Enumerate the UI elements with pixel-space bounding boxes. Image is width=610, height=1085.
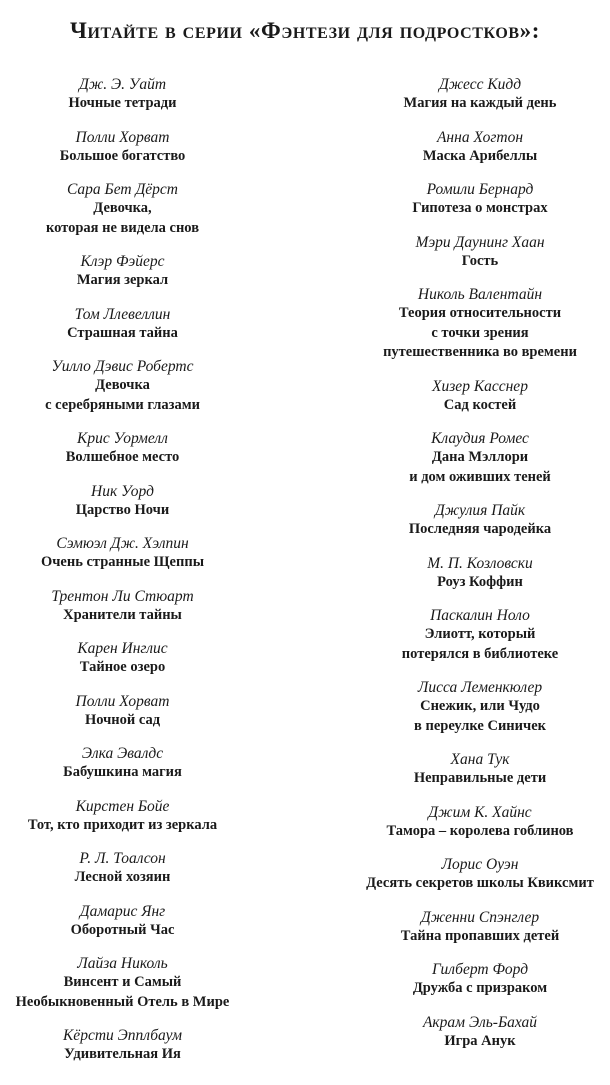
book-author: Трентон Ли Стюарт [51,587,194,605]
book-title-line: Страшная тайна [67,324,178,341]
book-entry [0,692,245,731]
book-author: Кёрсти Эпплбаум [63,1027,182,1044]
book-author: Полли Хорват [75,692,170,710]
book-entry [0,639,245,678]
book-entry [350,180,610,219]
book-title-line: Роуз Коффин [437,573,523,590]
book-entry [350,908,610,947]
book-entry [0,587,245,626]
book-title-line: Снежик, или Чудо [420,698,540,714]
book-title-line: Маска Арибеллы [422,147,538,164]
book-entry [350,128,610,167]
book-author: Сэмюэл Дж. Хэлпин [56,535,189,552]
book-author: Мэри Даунинг Хаан [415,233,545,251]
book-title-line: Теория относительности [398,305,562,321]
book-entry [0,357,245,415]
book-entry [350,75,610,114]
book-title-line: Волшебное место [65,449,180,465]
book-entry [0,849,245,888]
book-entry [0,75,245,114]
book-entry [350,750,610,789]
book-title-line: Магия на каждый день [403,95,557,111]
book-title-line: Лесной хозяин [74,869,171,885]
book-title-line: Последняя чародейка [408,521,552,537]
book-author: Полли Хорват [75,128,170,146]
book-title-line: Необыкновенный Отель в Мире [15,993,230,1010]
book-title-line: Оборотный Час [70,921,175,938]
book-author: Джулия Пайк [434,502,526,519]
book-author: Ник Уорд [91,482,154,500]
book-entry [350,960,610,999]
book-entry [350,803,610,842]
book-title-line: Девочка [95,377,150,393]
book-entry [0,797,245,836]
book-title-line: Хранители тайны [63,606,182,623]
book-author: Элка Эвалдс [81,745,164,762]
book-title-line: Винсент и Самый [63,974,182,990]
book-title-line: и дом оживших теней [409,468,551,485]
book-author: М. П. Козловски [427,554,533,572]
book-title-line: Тайна пропавших детей [400,927,560,944]
book-author: Паскалин Ноло [430,607,530,624]
page-title: Читайте в серии «Фэнтези для подростков»: [69,18,541,44]
book-author: Хана Тук [450,751,510,768]
book-author: Гилберт Форд [431,961,529,978]
book-entry [350,285,610,363]
book-entry [0,482,245,521]
book-entry [0,954,245,1012]
book-title-line: Дружба с призраком [412,980,548,996]
book-title-line: Ночной сад [84,711,161,728]
book-entry [350,855,610,894]
book-entry [0,902,245,941]
book-title-line: Очень странные Щеппы [40,554,205,570]
book-author: Карен Инглис [77,640,168,657]
book-entry [350,429,610,487]
book-entry [0,429,245,468]
book-title-line: путешественника во времени [383,344,577,360]
book-author: Лорис Оуэн [441,856,519,873]
book-author: Джесс Кидд [438,76,522,93]
book-title-line: Элиотт, который [424,626,536,642]
book-entry [0,305,245,344]
book-title-line: Бабушкина магия [63,764,182,780]
book-title-line: с точки зрения [431,324,529,341]
book-title-line: которая не видела снов [45,219,200,236]
book-author: Дж. Э. Уайт [78,76,167,93]
book-title-line: Дана Мэллори [431,449,529,465]
book-author: Анна Хогтон [436,128,524,146]
book-author: Лайза Николь [77,955,168,972]
book-entry [0,534,245,573]
book-entry [350,233,610,272]
book-title-line: Магия зеркал [76,272,169,288]
book-entry [350,554,610,593]
book-title-line: Ночные тетради [68,95,177,111]
book-entry [0,744,245,783]
book-entry [0,1026,245,1065]
book-author: Клэр Фэйерс [80,253,165,270]
book-title-line: Большое богатство [59,147,186,164]
book-author: Дженни Спэнглер [420,908,540,926]
book-author: Дамарис Янг [79,902,166,920]
right-book-column [350,75,610,1065]
book-title-line: Тайное озеро [79,659,166,675]
book-title-line: Царство Ночи [75,501,170,518]
book-author: Уилло Дэвис Робертс [51,358,194,375]
book-entry [0,128,245,167]
book-title-line: Гипотеза о монстрах [412,200,548,216]
book-title-line: Неправильные дети [413,770,547,786]
book-entry [350,606,610,664]
book-title-line: Тамора – королева гоблинов [386,822,574,839]
book-author: Крис Уормелл [77,430,168,447]
book-title-line: Девочка, [93,200,152,216]
book-entry [0,252,245,291]
book-author: Сара Бет Дёрст [66,181,179,198]
book-entry [0,180,245,238]
book-entry [350,1013,610,1052]
book-title-line: Сад костей [443,396,517,413]
book-title-line: в переулке Синичек [414,717,546,734]
book-title-line: потерялся в библиотеке [401,645,559,662]
book-author: Акрам Эль-Бахай [422,1013,538,1031]
book-title-line: Удивительная Ия [64,1046,181,1062]
book-entry [350,678,610,736]
book-author: Том Ллевеллин [74,305,171,323]
book-title-line: Гость [461,252,499,269]
book-title-line: Игра Анук [444,1032,516,1049]
book-author: Лисса Леменкюлер [417,679,543,696]
book-author: Хизер Касснер [432,377,528,395]
book-author: Джим К. Хайнс [428,803,532,821]
book-author: Ромили Бернард [426,181,534,198]
book-author: Клаудия Ромес [431,430,529,447]
book-title-line: Тот, кто приходит из зеркала [27,816,218,833]
book-title-line: Десять секретов школы Квиксмит [366,875,594,891]
book-author: Р. Л. Тоалсон [79,850,166,867]
book-title-line: с серебряными глазами [45,396,200,413]
book-entry [350,377,610,416]
book-author: Кирстен Бойе [75,797,170,815]
left-book-column [0,75,245,1079]
book-entry [350,501,610,540]
book-author: Николь Валентайн [417,286,543,303]
